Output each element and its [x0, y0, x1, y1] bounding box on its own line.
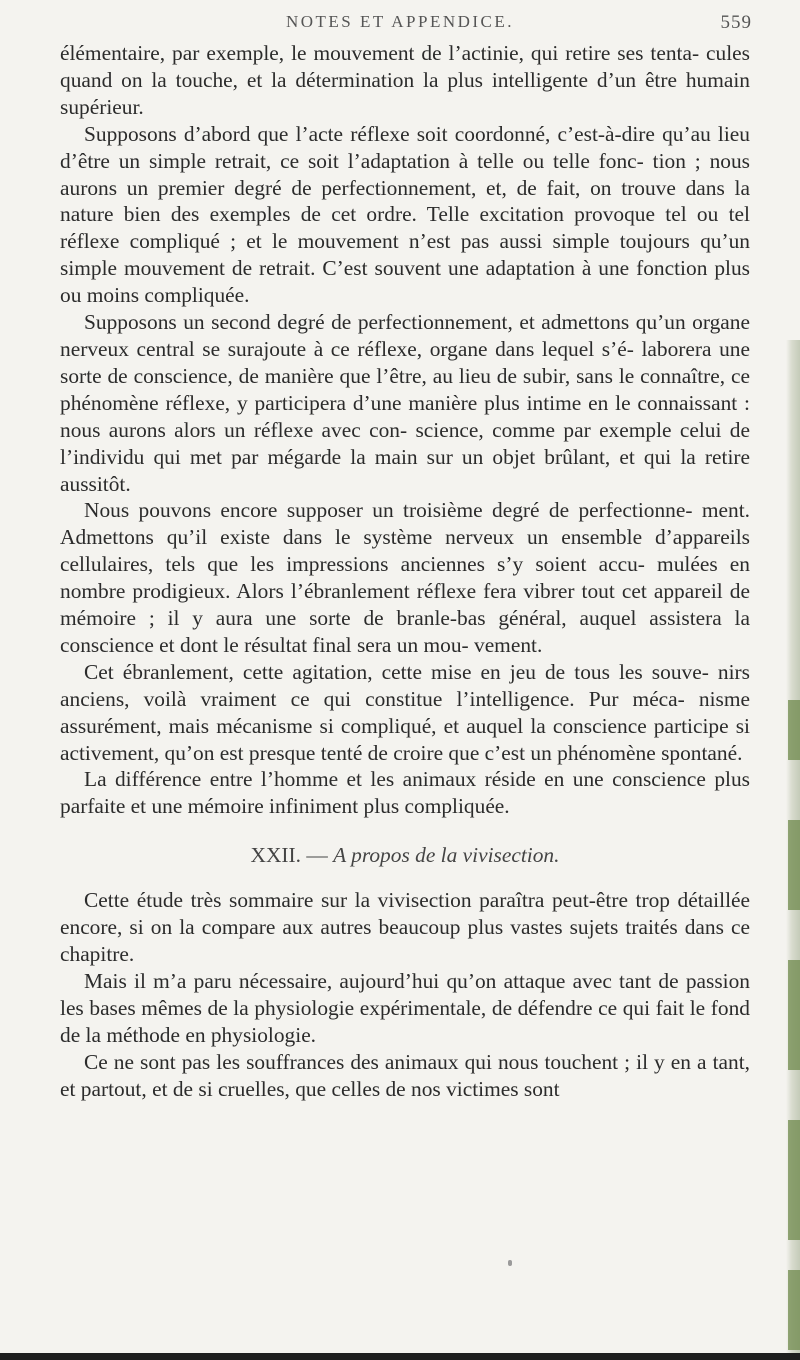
- paragraph: Ce ne sont pas les souffrances des animaux qui nous touchent ; il y en a tant, et partout, et de si cruelles, que celles de nos victimes sont: [60, 1049, 750, 1101]
- paragraph: La différence entre l’homme et les animaux réside en une conscience plus parfaite et une mémoire infiniment plus compliquée.: [60, 767, 750, 819]
- paragraph: Cette étude très sommaire sur la vivisection paraîtra peut-être trop détaillée encore, si on la compare aux autres beaucoup plus vastes sujets traités dans ce chapitre.: [60, 888, 750, 966]
- page-number: 559: [720, 12, 752, 33]
- page-edge-stain: [788, 820, 800, 910]
- page-edge-stain: [788, 1270, 800, 1350]
- running-head: [0, 6, 800, 36]
- paragraph: Supposons un second degré de perfectionnement, et admettons qu’un organe nerveux central se surajoute à ce réflexe, organe dans lequel s’é- laborera une sorte de conscience, de manière que l’être, au lieu de subir, sans le connaître, ce phénomène réflexe, y participera d’une manière plus intime en le connaissant : nous aurons alors un réflexe avec con- science, comme par exemple celui de l’individu qui met par mégarde la main sur un objet brûlant, et qui la retire aussitôt.: [60, 310, 750, 496]
- page-body: [60, 40, 750, 1102]
- paragraph: Nous pouvons encore supposer un troisième degré de perfectionne- ment. Admettons qu’il existe dans le système nerveux un ensemble d’appareils cellulaires, tels que les impressions anciennes s’y soient accu- mulées en nombre prodigieux. Alors l’ébranlement réflexe fera vibrer tout cet appareil de mémoire ; il y aura une sorte de branle-bas général, auquel assistera la conscience et dont le résultat final sera un mou- vement.: [60, 498, 750, 657]
- paragraph: Cet ébranlement, cette agitation, cette mise en jeu de tous les souve- nirs anciens, voilà vraiment ce qui constitue l’intelligence. Pur méca- nisme assurément, mais mécanisme si compliqué, et auquel la conscience participe si activement, qu’on est presque tenté de croire que c’est un phénomène spontané.: [60, 659, 750, 765]
- page-edge-stain: [788, 700, 800, 760]
- page-edge-stain: [788, 960, 800, 1070]
- paragraph: Supposons d’abord que l’acte réflexe soit coordonné, c’est-à-dire qu’au lieu d’être un simple retrait, ce soit l’adaptation à telle ou telle fonc- tion ; nous aurons un premier degré de perfectionnement, et, de fait, on trouve dans la nature bien des exemples de cet ordre. Telle excitation provoque tel ou tel réflexe compliqué ; et le mouvement n’est pas aussi simple toujours qu’un simple mouvement de retrait. C’est souvent une adaptation à une fonction plus ou moins compliquée.: [60, 121, 750, 308]
- section-title: A propos de la vivisection.: [333, 843, 560, 868]
- print-mark: [508, 1260, 512, 1266]
- page-edge-stain: [788, 1120, 800, 1240]
- running-title: NOTES ET APPENDICE.: [285, 12, 515, 31]
- paragraph: Mais il m’a paru nécessaire, aujourd’hui qu’on attaque avec tant de passion les bases mêmes de la physiologie expérimentale, de défendre ce qui fait le fond de la méthode en physiologie.: [60, 968, 750, 1047]
- section-heading: [60, 842, 750, 869]
- section-number: XXII. —: [250, 843, 328, 868]
- page-bottom-edge: [0, 1353, 800, 1360]
- paragraph: élémentaire, par exemple, le mouvement de l’actinie, qui retire ses tenta- cules quand on la touche, et la détermination la plus intelligente d’un être humain supérieur.: [60, 41, 750, 119]
